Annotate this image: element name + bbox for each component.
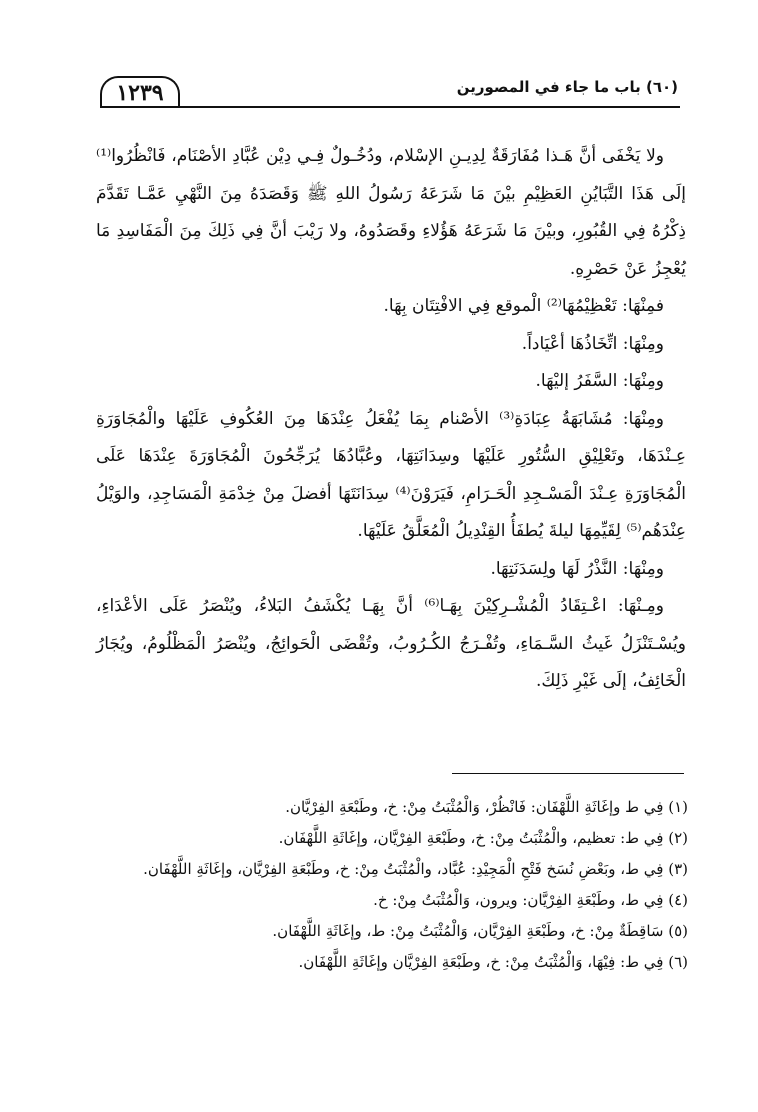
footnote-2: (٢) فِي ط: تعظيم، والْمُثْبَتُ مِنْ: خ، وطَبْعَةِ الفِرْيَّان، وإغَاثَةِ اللَّهْفَان. (278, 829, 688, 847)
header-rule (100, 106, 680, 108)
paragraph-travel: ومِنْهَا: السَّفَرُ إليْهَا. (535, 371, 664, 391)
paragraph-resemblance: ومِنْهَا: مُشَابَهَةُ عِبَادَةِ⁽³⁾ الأصْنام بِمَا يُفْعَلُ عِنْدَهَا مِنَ العُكُوفِ عَلَيْهَا والْمُجَاوَرَةِ عِـنْدَهَا، وتَعْلِيْقِ السُّتُورِ عَلَيْهَا وسِدَانَتِهَا، وعُبَّادُهَا يُرَجِّحُونَ الْمُجَاوَرَةَ عِنْدَهَا عَلَى الْمُجَاوَرَةِ عِـنْدَ الْمَسْـجِدِ الْحَـرَامِ، فَيَرَوْنَ⁽⁴⁾ سِدَانَتَهَا أفضلَ مِنْ خِدْمَةِ الْمَسَاجِدِ، والوَيْلُ عِنْدَهُم⁽⁵⁾ لِقَيِّمِهَا ليلةَ يُطفَأُ القِنْدِيلُ الْمُعَلَّقُ عَلَيْهَا. (96, 408, 686, 541)
footnotes (96, 792, 688, 978)
page-number: ١٢٣٩ (100, 76, 180, 108)
page-header (100, 72, 680, 112)
footnote-5: (٥) سَاقِطَةٌ مِنْ: خ، وطَبْعَةِ الفِرْيَّان، وَالْمُثْبَتُ مِنْ: ط، وإغَاثَةِ اللَّهْفَان. (272, 922, 688, 940)
paragraph-belief: ومِـنْهَا: اعْـتِقَادُ الْمُشْـرِكِيْنَ بِهَـا⁽⁶⁾ أنَّ بِهَـا يُكْشَفُ البَلاءُ، ويُنْصَرُ عَلَى الأعْدَاءِ، ويُسْـتَنْزَلُ غَيثُ السَّـمَاءِ، وتُفْـرَجُ الكُـرُوبُ، وتُقْضَى الْحَوائِجُ، ويُنْصَرُ الْمَظْلُومُ، ويُجَارُ الْخَائِفُ، إلَى غَيْرِ ذَلِكَ. (96, 596, 686, 691)
footnote-4: (٤) فِي ط، وطَبْعَةِ الفِرْيَّان: ويرون، وَالْمُثْبَتُ مِنْ: خ. (373, 891, 688, 909)
footnote-separator (452, 773, 684, 774)
paragraph-festivals: ومِنْهَا: اتِّخَاذُهَا أعْيَاداً. (521, 333, 664, 354)
paragraph-glorification: فمِنْهَا: تَعْظِيْمُهَا⁽²⁾ الْموقع فِي الافْتِتَان بِهَا. (383, 296, 664, 316)
footnote-1: (١) فِي ط وإغَاثَةِ اللَّهْفَان: فَانْظُرْ، وَالْمُثْبَتُ مِنْ: خ، وطَبْعَةِ الفِرْيَّان. (285, 798, 688, 816)
running-title: (٦٠) باب ما جاء في المصورين (456, 78, 678, 96)
paragraph-intro: ولا يَخْفَى أنَّ هَـذا مُفَارَقَةٌ لِدِيـنِ الإسْلام، ودُخُـولٌ فِـي دِيْن عُبَّادِ الأصْنَام، فَانْظُرُوا⁽¹⁾ إلَى هَذَا التَّبَايُنِ العَظِيْمِ بيْنَ مَا شَرَعَهُ رَسُولُ اللهِ ﷺ وَقَصَدَهُ مِنَ النَّهْيِ عَمَّـا تَقَدَّمَ ذِكْرُهُ فِي القُبُورِ، وبيْنَ مَا شَرَعَهُ هَؤُلاءِ وقَصَدُوهُ، ولا رَيْبَ أنَّ فِي ذَلِكَ مِنَ الْمَفَاسِدِ مَا يُعْجِزُ عَنْ حَصْرِهِ. (96, 146, 686, 279)
main-text (96, 138, 686, 701)
footnote-6: (٦) فِي ط: فِيْهَا، وَالْمُثْبَتُ مِنْ: خ، وطَبْعَةِ الفِرْيَّان وإغَاثَةِ اللَّهْفَان. (298, 953, 688, 971)
paragraph-vows: ومِنْهَا: النَّذْرُ لَهَا ولِسَدَنَتِهَا. (490, 558, 664, 579)
footnote-3: (٣) فِي ط، وبَعْضِ نُسَخ فَتْحِ الْمَجِيْدِ: عُبَّاد، والْمُثْبَتُ مِنْ: خ، وطَبْعَةِ الفِرْيَّان، وإغَاثَةِ اللَّهْفَان. (143, 860, 688, 878)
